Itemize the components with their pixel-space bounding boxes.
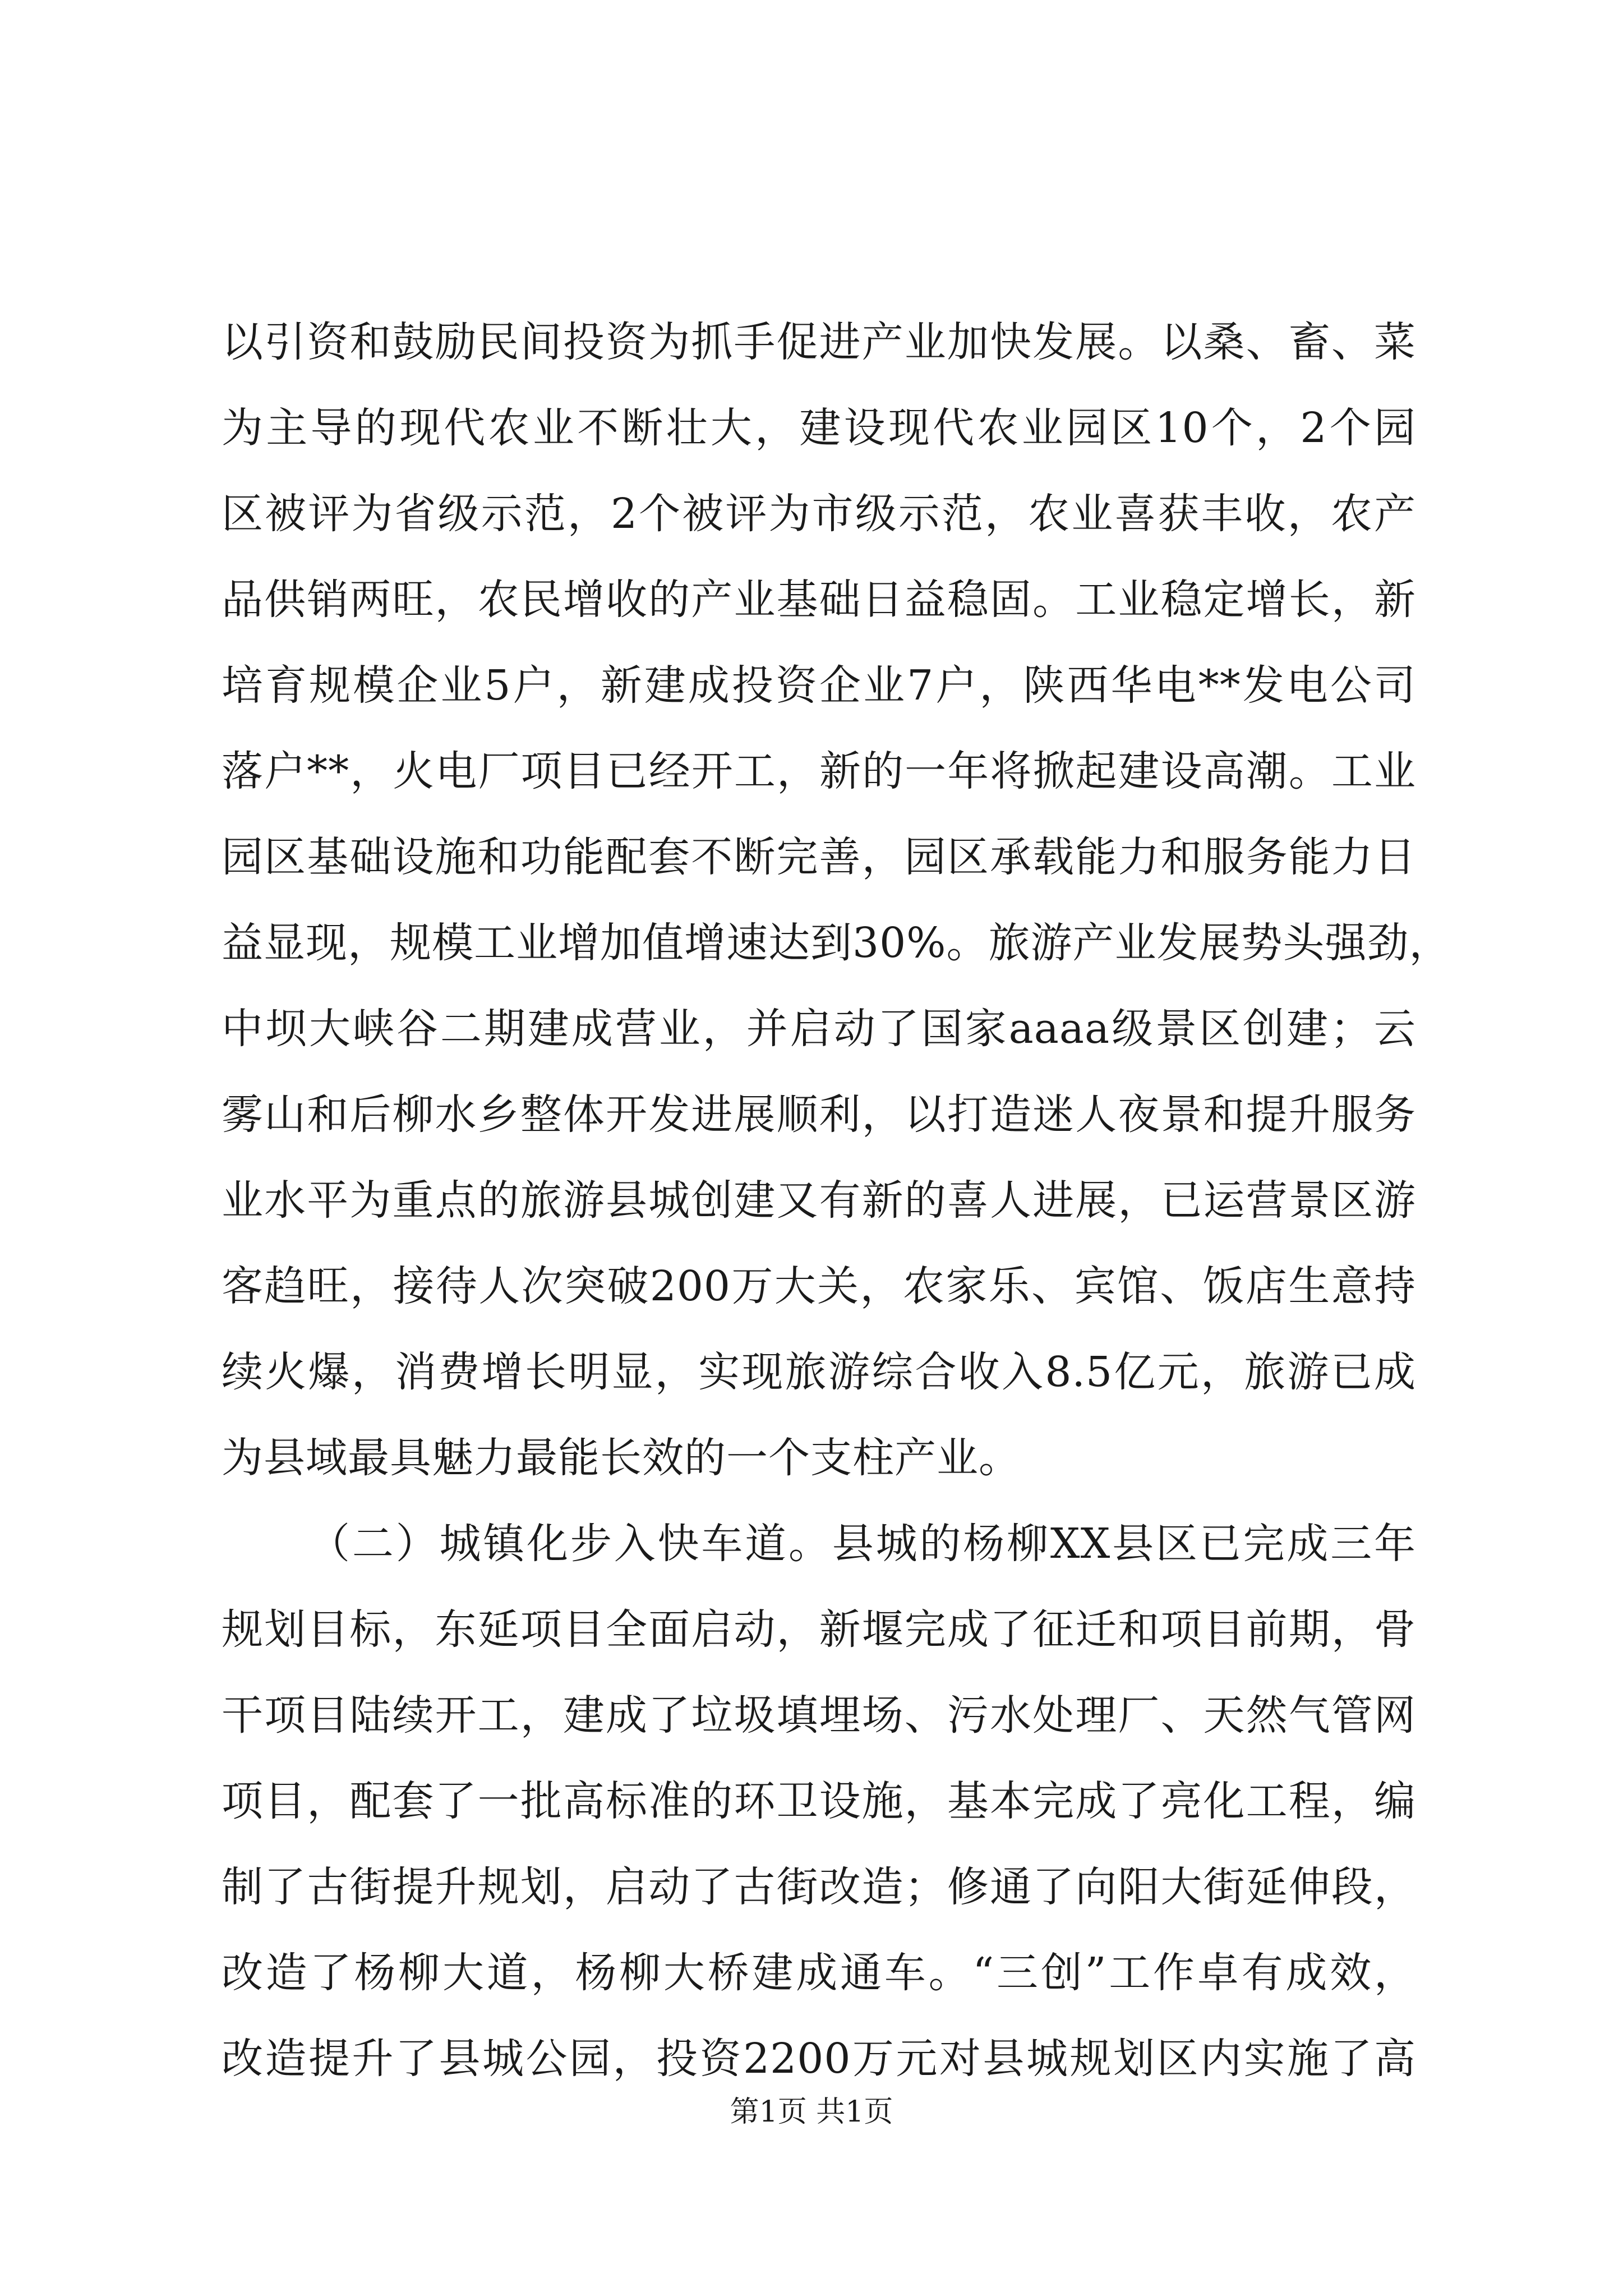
text-line: 续火爆，消费增长明显，实现旅游综合收入8.5亿元，旅游已成	[222, 1348, 1416, 1396]
text-line: 业水平为重点的旅游县城创建又有新的喜人进展，已运营景区游	[222, 1176, 1416, 1225]
text-line: 为县域最具魅力最能长效的一个支柱产业。	[222, 1434, 1021, 1482]
text-line: 园区基础设施和功能配套不断完善，园区承载能力和服务能力日	[222, 833, 1416, 881]
text-line: 为主导的现代农业不断壮大，建设现代农业园区10个，2个园	[222, 404, 1416, 452]
text-line: 改造提升了县城公园，投资2200万元对县城规划区内实施了高	[222, 2035, 1416, 2083]
text-line: （二）城镇化步入快车道。县城的杨柳XX县区已完成三年	[308, 1520, 1416, 1568]
text-line: 规划目标，东延项目全面启动，新堰完成了征迁和项目前期，骨	[222, 1605, 1416, 1654]
text-line: 中坝大峡谷二期建成营业，并启动了国家aaaa级景区创建；云	[222, 1005, 1416, 1053]
text-line: 项目，配套了一批高标准的环卫设施，基本完成了亮化工程，编	[222, 1777, 1416, 1825]
text-line: 改造了杨柳大道，杨柳大桥建成通车。“三创”工作卓有成效，	[222, 1949, 1416, 1997]
text-line: 区被评为省级示范，2个被评为市级示范，农业喜获丰收，农产	[222, 490, 1416, 538]
text-line: 落户**，火电厂项目已经开工，新的一年将掀起建设高潮。工业	[222, 747, 1416, 795]
text-line: 客趋旺，接待人次突破200万大关，农家乐、宾馆、饭店生意持	[222, 1262, 1416, 1310]
text-line: 干项目陆续开工，建成了垃圾填埋场、污水处理厂、天然气管网	[222, 1691, 1416, 1740]
text-line: 制了古街提升规划，启动了古街改造；修通了向阳大街延伸段，	[222, 1863, 1416, 1911]
page-footer: 第1页 共1页	[730, 2095, 893, 2129]
text-line: 品供销两旺，农民增收的产业基础日益稳固。工业稳定增长，新	[222, 576, 1416, 624]
text-line: 以引资和鼓励民间投资为抓手促进产业加快发展。以桑、畜、菜	[222, 318, 1416, 366]
text-line: 益显现，规模工业增加值增速达到30%。旅游产业发展势头强劲，	[222, 919, 1451, 967]
text-line: 雾山和后柳水乡整体开发进展顺利，以打造迷人夜景和提升服务	[222, 1091, 1416, 1139]
text-line: 培育规模企业5户，新建成投资企业7户，陕西华电**发电公司	[222, 661, 1416, 710]
